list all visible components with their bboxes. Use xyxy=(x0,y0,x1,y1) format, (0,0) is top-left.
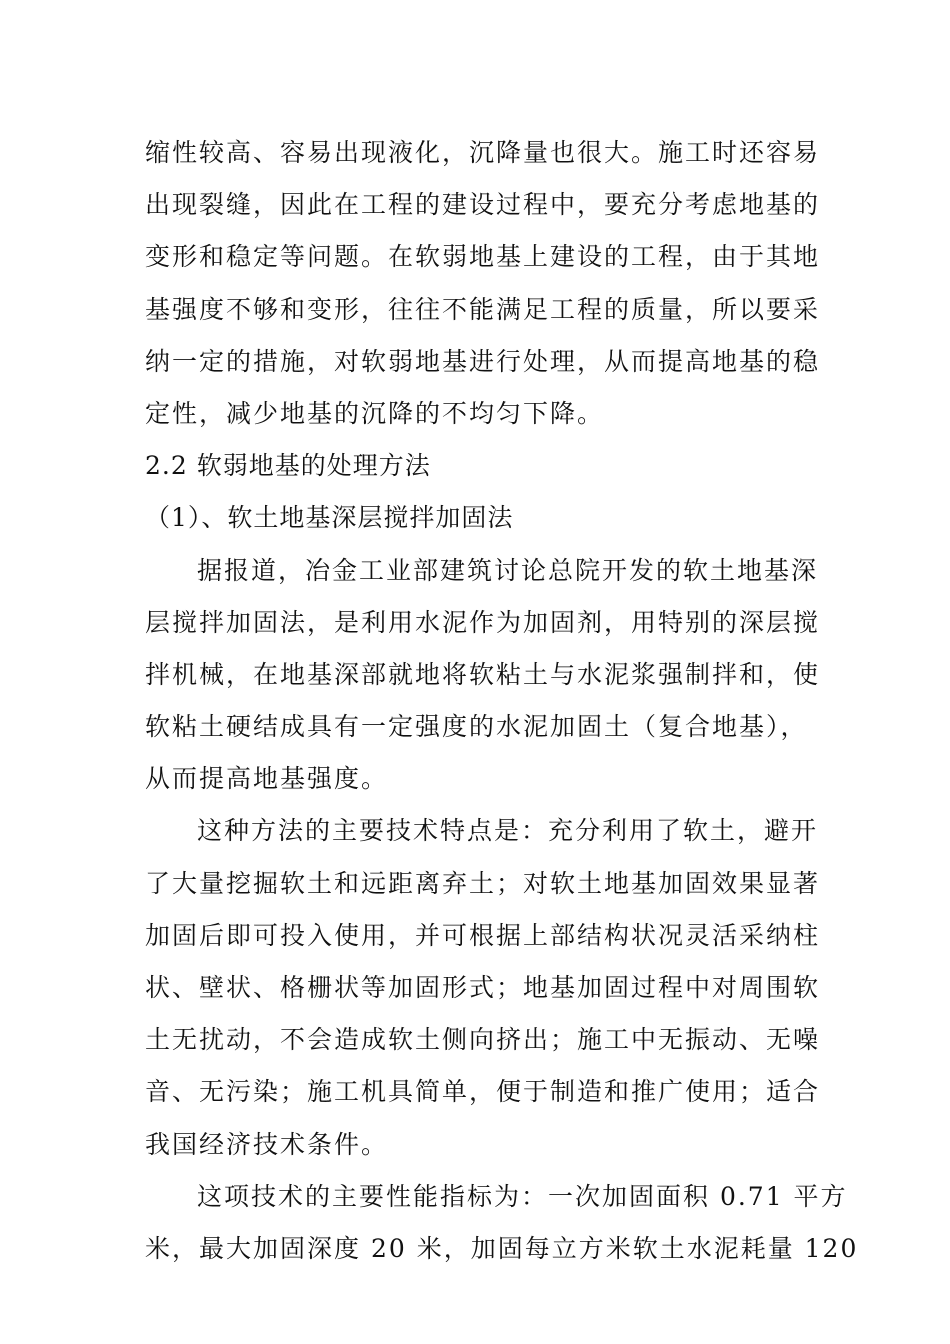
paragraph-performance-indicators xyxy=(145,1171,859,1275)
text-line: 出现裂缝，因此在工程的建设过程中，要充分考虑地基的 xyxy=(145,190,821,220)
text-line: 基强度不够和变形，往往不能满足工程的质量，所以要采 xyxy=(145,294,821,324)
text-line: 软粘土硬结成具有一定强度的水泥加固土（复合地基）， xyxy=(145,712,808,742)
text-line: 变形和稳定等问题。在软弱地基上建设的工程，由于其地 xyxy=(145,242,821,272)
text-line: 了大量挖掘软土和远距离弃土；对软土地基加固效果显著 xyxy=(145,868,821,898)
text-line: 据报道，冶金工业部建筑讨论总院开发的软土地基深 xyxy=(197,555,819,585)
text-line: 这种方法的主要技术特点是：充分利用了软土，避开 xyxy=(197,816,819,846)
text-line: 加固后即可投入使用，并可根据上部结构状况灵活采纳柱 xyxy=(145,920,821,950)
text-line: 从而提高地基强度。 xyxy=(145,764,389,794)
text-line: 纳一定的措施，对软弱地基进行处理，从而提高地基的稳 xyxy=(145,346,821,376)
paragraph-method-description xyxy=(145,545,821,806)
text-line: 这项技术的主要性能指标为：一次加固面积 0.71 平方 xyxy=(197,1181,848,1211)
text-line: 土无扰动，不会造成软土侧向挤出；施工中无振动、无噪 xyxy=(145,1025,821,1055)
text-line: 我国经济技术条件。 xyxy=(145,1129,389,1159)
text-line: 音、无污染；施工机具简单，便于制造和推广使用；适合 xyxy=(145,1077,821,1107)
text-line: 层搅拌加固法，是利用水泥作为加固剂，用特别的深层搅 xyxy=(145,607,821,637)
paragraph-technical-features xyxy=(145,805,821,1170)
text-line: 拌机械，在地基深部就地将软粘土与水泥浆强制拌和，使 xyxy=(145,659,821,689)
text-line: 定性，减少地基的沉降的不均匀下降。 xyxy=(145,398,605,428)
section-heading: 2.2 软弱地基的处理方法 xyxy=(145,451,431,481)
subsection-heading: （1）、软土地基深层搅拌加固法 xyxy=(145,503,514,533)
text-line: 缩性较高、容易出现液化，沉降量也很大。施工时还容易 xyxy=(145,138,821,167)
document-body xyxy=(145,127,859,1275)
paragraph-soft-foundation-intro xyxy=(145,127,821,440)
text-line: 米，最大加固深度 20 米，加固每立方米软土水泥耗量 120 xyxy=(145,1233,859,1263)
text-line: 状、壁状、格栅状等加固形式；地基加固过程中对周围软 xyxy=(145,973,821,1002)
